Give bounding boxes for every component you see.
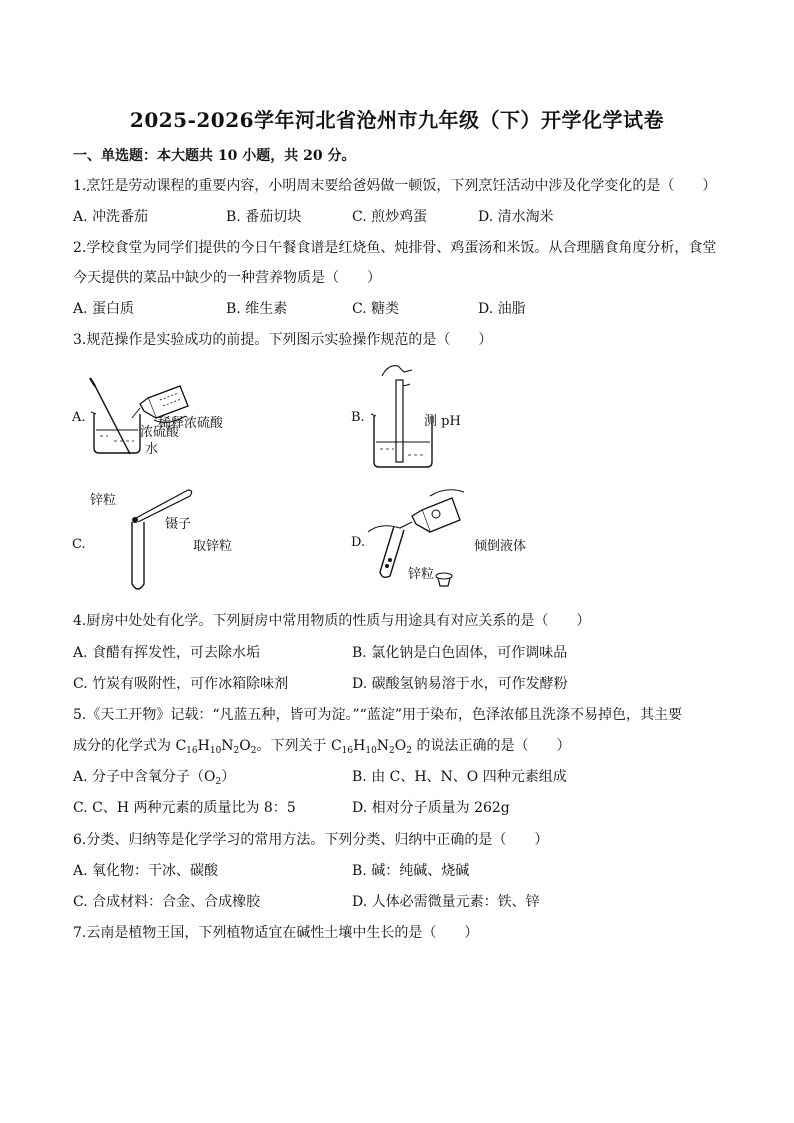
option-d[interactable]: D. 碳酸氢钠易溶于水，可作发酵粉 <box>352 676 568 692</box>
question-7-stem: 7.云南是植物王国，下列植物适宜在碱性土壤中生长的是（ ） <box>73 925 479 941</box>
option-c[interactable]: C. 煎炒鸡蛋 <box>352 209 428 225</box>
question-5-stem-line1: 5.《天工开物》记载：“凡蓝五种，皆可为淀。”“蓝淀”用于染布，色泽浓郁且洗涤不易掉色，其主要 <box>73 707 682 723</box>
section-heading: 一、单选题：本大题共 10 小题，共 20 分。 <box>73 148 356 164</box>
option-a[interactable]: A. 食醋有挥发性，可去除水垢 <box>73 645 261 661</box>
question-3-stem: 3.规范操作是实验成功的前提。下列图示实验操作规范的是（ ） <box>73 332 493 348</box>
option-a[interactable]: A. 氧化物：干冰、碳酸 <box>73 863 219 879</box>
option-c[interactable]: C. 竹炭有吸附性，可作冰箱除味剂 <box>73 676 289 692</box>
option-d[interactable]: D. 清水淘米 <box>478 209 554 225</box>
option-d-caption: 倾倒液体 <box>474 539 527 554</box>
option-b[interactable]: B. 番茄切块 <box>226 209 302 225</box>
question-5-stem-line2: 成分的化学式为 $C_{16}H_{10}N_2O_2$。下列关于 $C_{16}H_{10}N_2O_2$ 的说法正确的是（ ） <box>73 738 571 756</box>
option-b-letter[interactable]: B. <box>351 410 365 425</box>
option-c[interactable]: C. C、H 两种元素的质量比为 8：5 <box>73 800 296 816</box>
option-b[interactable]: B. 由 C、H、N、O 四种元素组成 <box>352 769 567 785</box>
formula-1: $C_{16}H_{10}N_2O_2$ <box>175 738 257 756</box>
question-1-stem: 1.烹饪是劳动课程的重要内容，小明周末要给爸妈做一顿饭，下列烹饪活动中涉及化学变化的是（ ） <box>73 178 717 194</box>
option-a-letter[interactable]: A. <box>72 410 86 425</box>
option-c[interactable]: C. 糖类 <box>352 301 400 317</box>
option-c-letter[interactable]: C. <box>72 537 86 552</box>
question-2-stem-line2: 今天提供的菜品中缺少的一种营养物质是（ ） <box>73 270 381 286</box>
option-d[interactable]: D. 油脂 <box>478 301 526 317</box>
option-a[interactable]: A. 分子中含氧分子$(O_2)$ <box>73 769 236 787</box>
zinc-label: 锌粒 <box>90 493 117 508</box>
option-b-caption: 测 pH <box>424 414 461 429</box>
zinc-label-d: 锌粒 <box>408 567 435 582</box>
question-6-stem: 6.分类、归纳等是化学学习的常用方法。下列分类、归纳中正确的是（ ） <box>73 832 549 848</box>
option-b[interactable]: B. 氯化钠是白色固体，可作调味品 <box>352 645 568 661</box>
option-b[interactable]: B. 维生素 <box>226 301 288 317</box>
option-d[interactable]: D. 人体必需微量元素：铁、锌 <box>352 894 540 910</box>
option-c[interactable]: C. 合成材料：合金、合成橡胶 <box>73 894 261 910</box>
option-d[interactable]: D. 相对分子质量为 262g <box>352 800 510 816</box>
option-b[interactable]: B. 碱：纯碱、烧碱 <box>352 863 470 879</box>
option-d-letter[interactable]: D. <box>351 535 366 550</box>
tweezers-label: 镊子 <box>165 517 192 532</box>
option-a-caption: 稀释浓硫酸 <box>158 416 224 431</box>
option-c-caption: 取锌粒 <box>193 539 233 554</box>
formula-2: $C_{16}H_{10}N_2O_2$ <box>330 738 412 756</box>
option-a[interactable]: A. 蛋白质 <box>73 301 135 317</box>
question-4-stem: 4.厨房中处处有化学。下列厨房中常用物质的性质与用途具有对应关系的是（ ） <box>73 613 591 629</box>
water-label: 水 <box>145 442 159 457</box>
exam-title: 2025-2026学年河北省沧州市九年级（下）开学化学试卷 <box>129 108 665 132</box>
acid-label: 浓硫酸 <box>140 425 180 440</box>
question-2-stem-line1: 2.学校食堂为同学们提供的今日午餐食谱是红烧鱼、炖排骨、鸡蛋汤和米饭。从合理膳食角度分析，食堂 <box>73 240 717 256</box>
option-a[interactable]: A. 冲洗番茄 <box>73 209 149 225</box>
